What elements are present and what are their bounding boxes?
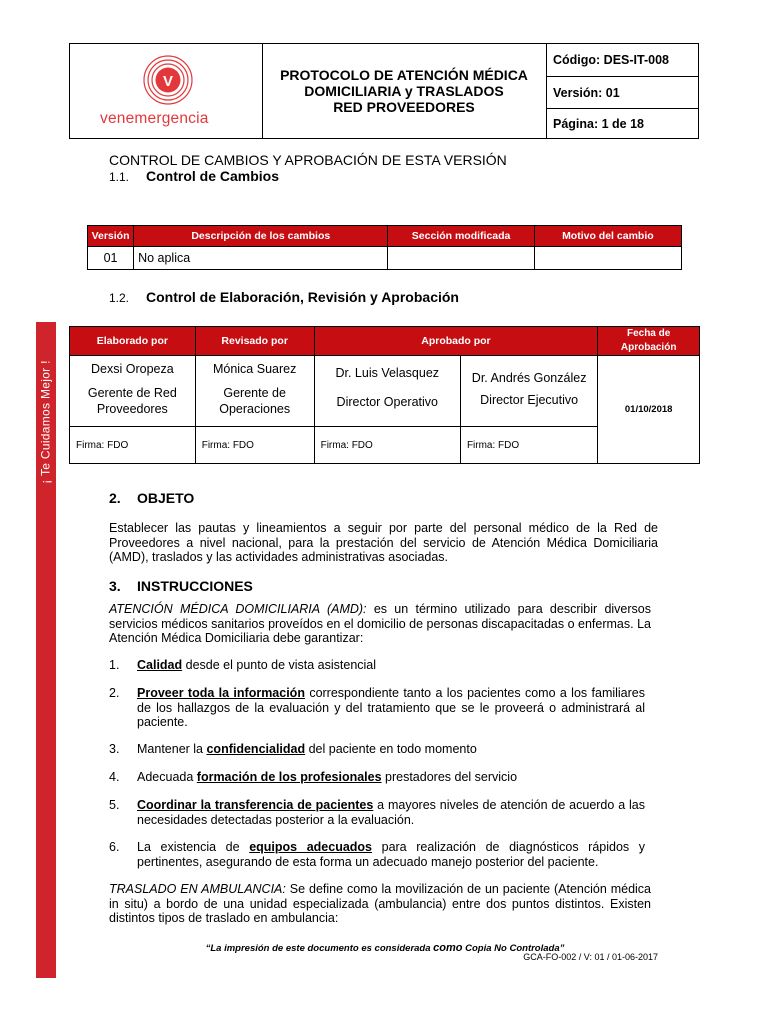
document-version: Versión: 01 (546, 77, 699, 109)
approval-table (69, 326, 700, 464)
table-cell: 01 (88, 247, 134, 270)
approval-date: 01/10/2018 (598, 356, 700, 464)
signer-name: Dexsi Oropeza (91, 362, 174, 376)
side-banner (36, 322, 56, 978)
col-header: Versión (88, 226, 134, 247)
list-item: 6. La existencia de equipos adecuados para realización de diagnósticos rápidos y pertinentes, asegurando de esta forma un adecuado manejo posterior del paciente. (109, 840, 646, 869)
amd-text: es un término utilizado para describir diversos servicios médicos sanitarios proveídos en el domicilio de personas discapacitadas o enfermas. La Atención Médica Domiciliaria debe garantizar: (109, 602, 651, 645)
side-banner-text: ¡ Te Cuidamos Mejor ! (39, 360, 54, 484)
col-header: Descripción de los cambios (134, 226, 388, 247)
amd-paragraph (109, 602, 651, 646)
section-objeto (109, 490, 194, 506)
footer-form-code: GCA-FO-002 / V: 01 / 01-06-2017 (523, 952, 658, 962)
section-number: 3. (109, 578, 121, 594)
signer-name: Dr. Andrés González (471, 371, 587, 385)
table-cell: No aplica (134, 247, 388, 270)
section-title: Control de Cambios (146, 168, 280, 184)
table-cell (388, 247, 534, 270)
list-item: 1. Calidad desde el punto de vista asistencial (109, 658, 377, 672)
list-item: 2. Proveer toda la información correspondiente tanto a los pacientes como a los familiares de los hallazgos de la evaluación y del tratamiento que se le proveerá o administrará al paciente. (109, 686, 646, 729)
title-line-3: RED PROVEEDORES (333, 99, 475, 115)
footer-disclaimer: “La impresión de este documento es considerada como Copia No Controlada” (205, 942, 565, 954)
section-title: OBJETO (137, 490, 195, 506)
revisado-cell (195, 356, 314, 427)
signature-cell: Firma: FDO (460, 427, 597, 464)
section-number: 2. (109, 490, 121, 506)
section-title: Control de Elaboración, Revisión y Aprobación (146, 289, 459, 305)
signature-cell: Firma: FDO (195, 427, 314, 464)
signature-cell: Firma: FDO (70, 427, 196, 464)
signer-name: Mónica Suarez (212, 362, 297, 376)
section-title: INSTRUCCIONES (137, 578, 253, 594)
title-line-1: PROTOCOLO DE ATENCIÓN MÉDICA (280, 67, 528, 83)
section-number: 1.1. (109, 170, 130, 184)
traslado-lead: TRASLADO EN AMBULANCIA: (109, 882, 286, 896)
elaborado-cell (70, 356, 196, 427)
aprobado-cell (314, 356, 460, 427)
section-1-1 (109, 168, 279, 184)
table-cell (534, 247, 681, 270)
col-header: Aprobado por (314, 327, 598, 356)
logo-letter: V (162, 73, 174, 90)
amd-lead: ATENCIÓN MÉDICA DOMICILIARIA (AMD): (109, 602, 367, 616)
traslado-paragraph (109, 882, 651, 926)
section-1-2 (109, 289, 459, 305)
col-header: Motivo del cambio (534, 226, 681, 247)
col-header: Sección modificada (388, 226, 534, 247)
col-header: Fecha de Aprobación (598, 327, 700, 356)
signature-cell: Firma: FDO (314, 427, 460, 464)
list-item: 4. Adecuada formación de los profesionales prestadores del servicio (109, 770, 518, 784)
col-header: Elaborado por (70, 327, 196, 356)
logo-text: venemergencia (100, 110, 209, 127)
section-instrucciones (109, 578, 253, 594)
document-page: Página: 1 de 18 (553, 116, 645, 131)
control-heading: CONTROL DE CAMBIOS Y APROBACIÓN DE ESTA VERSIÓN (109, 152, 507, 168)
title-line-2: DOMICILIARIA y TRASLADOS (304, 83, 504, 99)
document-title (262, 44, 547, 138)
traslado-text: Se define como la movilización de un paciente (Atención médica in situ) a bordo de una unidad especializada (ambulancia) entre dos puntos distintos. Existen distintos tipos de traslado en ambulancia: (109, 882, 652, 925)
list-item: 5. Coordinar la transferencia de pacientes a mayores niveles de atención de acuerdo a las necesidades detectadas posterior a la evaluación. (109, 798, 645, 827)
signer-role: Gerente de Red Proveedores (87, 386, 177, 416)
section-number: 1.2. (109, 291, 130, 305)
signer-name: Dr. Luis Velasquez (335, 366, 440, 380)
signer-role: Director Operativo (336, 395, 438, 409)
objeto-paragraph: Establecer las pautas y lineamientos a seguir por parte del personal médico de la Red de Proveedores a nivel nacional, para la prestación del servicio de Atención Médica Domiciliaria (AMD), traslados y las actividades administrativas asociadas. (109, 521, 658, 564)
logo (70, 44, 263, 138)
list-item: 3. Mantener la confidencialidad del paciente en todo momento (109, 742, 477, 756)
changes-table (87, 225, 682, 270)
signer-role: Gerente de Operaciones (219, 386, 291, 416)
signer-role: Director Ejecutivo (480, 393, 579, 407)
aprobado-cell (460, 356, 597, 427)
document-header (69, 43, 699, 139)
col-header: Revisado por (195, 327, 314, 356)
document-code: Código: DES-IT-008 (546, 44, 699, 77)
